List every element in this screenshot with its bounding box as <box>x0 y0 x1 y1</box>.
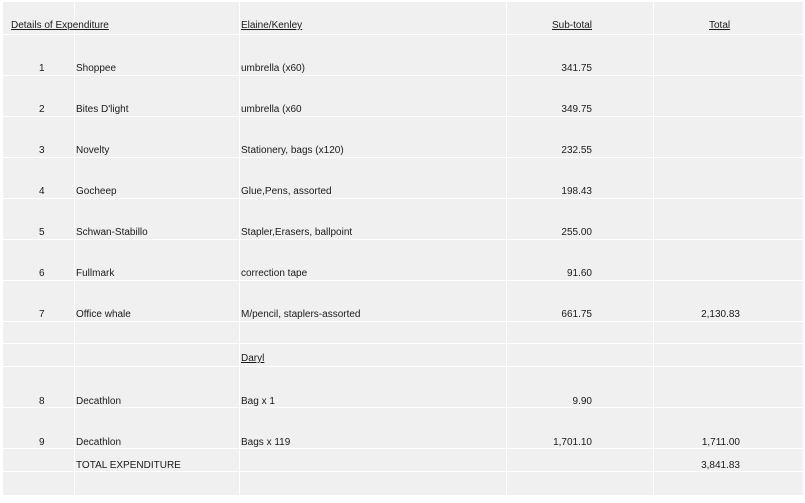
row-description: umbrella (x60 <box>241 104 302 115</box>
row-subtotal: 198.43 <box>561 186 592 197</box>
row-subtotal: 349.75 <box>561 104 592 115</box>
row-subtotal: 91.60 <box>566 268 592 279</box>
group-label-daryl: Daryl <box>241 353 265 364</box>
row-divider <box>3 407 803 408</box>
row-description: umbrella (x60) <box>241 63 305 74</box>
row-subtotal: 341.75 <box>561 63 592 74</box>
header-total: Total <box>709 20 731 31</box>
row-subtotal: 1,701.10 <box>553 437 592 448</box>
row-number: 9 <box>39 437 45 448</box>
row-number: 3 <box>39 145 45 156</box>
row-divider <box>3 343 803 344</box>
row-number: 8 <box>39 396 45 407</box>
row-subtotal: 9.90 <box>572 396 592 407</box>
row-vendor: Decathlon <box>76 396 122 407</box>
row-divider <box>3 34 803 35</box>
row-divider <box>3 239 803 240</box>
row-subtotal: 255.00 <box>561 227 592 238</box>
row-description: correction tape <box>241 268 308 279</box>
row-number: 4 <box>39 186 45 197</box>
header-details: Details of Expenditure <box>11 20 109 31</box>
row-number: 6 <box>39 268 45 279</box>
row-divider <box>3 116 803 117</box>
row-description: Bags x 119 <box>241 437 291 448</box>
row-description: Stapler,Erasers, ballpoint <box>241 227 353 238</box>
row-subtotal: 661.75 <box>561 309 592 320</box>
row-description: M/pencil, staplers-assorted <box>241 309 361 320</box>
row-subtotal: 232.55 <box>561 145 592 156</box>
row-number: 1 <box>39 63 45 74</box>
row-number: 2 <box>39 104 45 115</box>
row-divider <box>3 280 803 281</box>
grand-total-value: 3,841.83 <box>701 460 740 471</box>
row-divider <box>3 198 803 199</box>
row-description: Glue,Pens, assorted <box>241 186 332 197</box>
row-total: 2,130.83 <box>701 309 740 320</box>
row-number: 7 <box>39 309 45 320</box>
row-divider <box>3 321 803 322</box>
row-total: 1,711.00 <box>701 437 740 448</box>
row-divider <box>3 366 803 367</box>
grand-total-label: TOTAL EXPENDITURE <box>76 460 181 471</box>
header-subtotal: Sub-total <box>552 20 593 31</box>
row-vendor: Bites D'light <box>76 104 129 115</box>
row-vendor: Novelty <box>76 145 110 156</box>
row-vendor: Schwan-Stabillo <box>76 227 148 238</box>
row-divider <box>3 157 803 158</box>
row-number: 5 <box>39 227 45 238</box>
row-divider <box>3 75 803 76</box>
row-description: Stationery, bags (x120) <box>241 145 344 156</box>
row-description: Bag x 1 <box>241 396 275 407</box>
row-vendor: Office whale <box>76 309 131 320</box>
row-vendor: Gocheep <box>76 186 117 197</box>
row-vendor: Fullmark <box>76 268 115 279</box>
expenditure-table <box>3 2 803 495</box>
header-group-elaine-kenley: Elaine/Kenley <box>241 20 303 31</box>
row-vendor: Shoppee <box>76 63 117 74</box>
row-divider <box>3 448 803 449</box>
row-vendor: Decathlon <box>76 437 122 448</box>
